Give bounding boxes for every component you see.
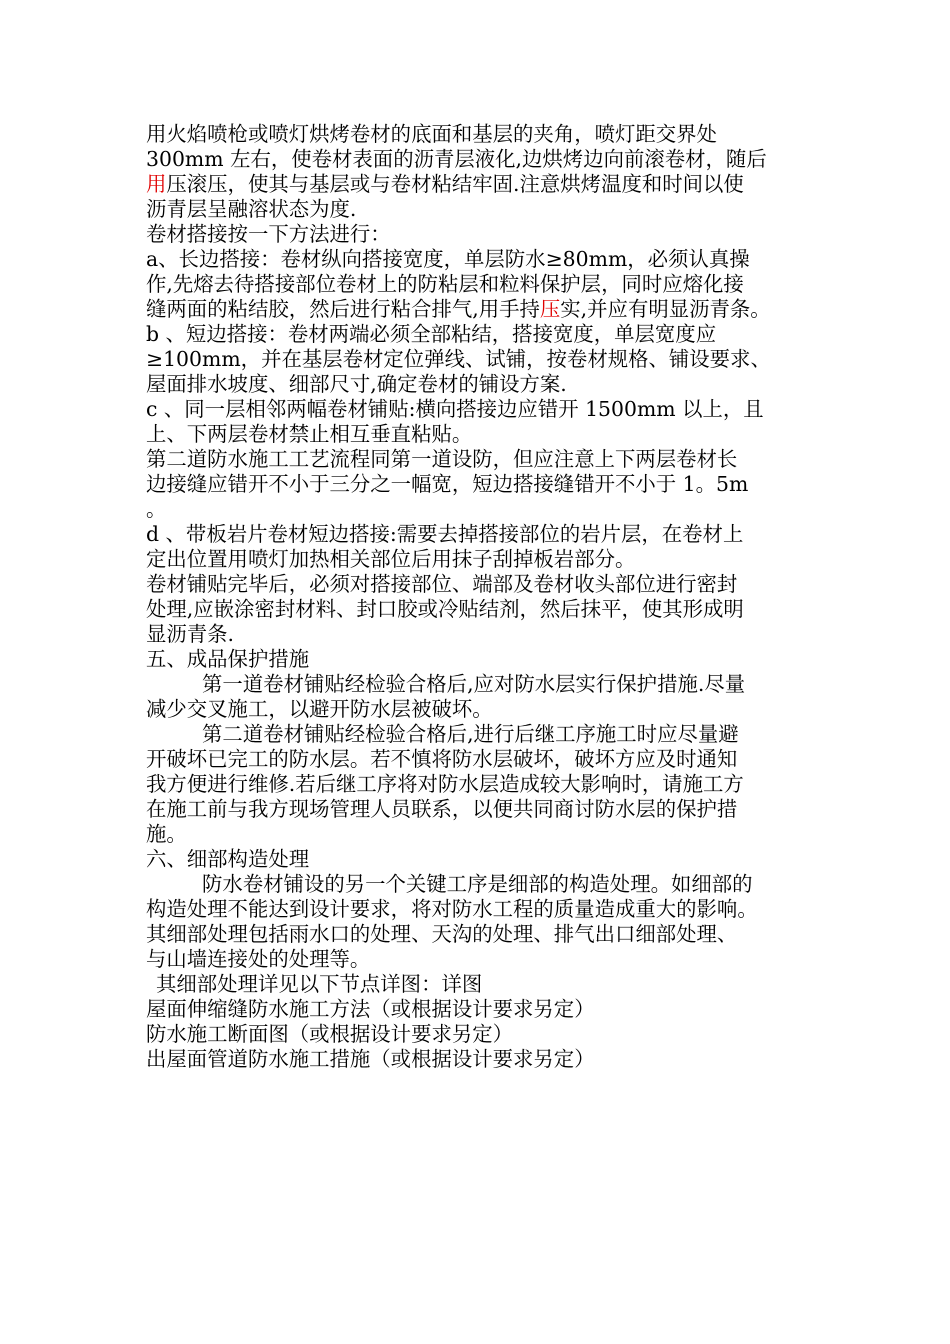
text-line: 卷材铺贴完毕后，必须对搭接部位、端部及卷材收头部位进行密封 [146,572,738,596]
text-line: 边接缝应错开不小于三分之一幅宽，短边搭接缝错开不小于 1。5m [146,472,749,496]
text-line: 在施工前与我方现场管理人员联系，以便共同商讨防水层的保护措 [146,797,738,821]
text-line: 减少交叉施工，以避开防水层被破坏。 [146,697,493,721]
text-line: 300mm 左右，使卷材表面的沥青层液化,边烘烤边向前滚卷材，随后 [146,147,767,171]
text-line: ≥100mm，并在基层卷材定位弹线、试铺，按卷材规格、铺设要求、 [146,347,771,371]
text-line: 用火焰喷枪或喷灯烘烤卷材的底面和基层的夹角，喷灯距交界处 [146,122,717,146]
text-line: 卷材搭接按一下方法进行： [146,222,391,246]
text-line: 作,先熔去待搭接部位卷材上的防粘层和粒料保护层，同时应熔化接 [146,272,744,296]
text-line: 第二道卷材铺贴经检验合格后,进行后继工序施工时应尽量避 [202,722,739,746]
text-line: 其细部处理包括雨水口的处理、天沟的处理、排气出口细部处理、 [146,922,738,946]
text-line: 其细部处理详见以下节点详图：详图 [156,972,483,996]
text-line: 沥青层呈融溶状态为度. [146,197,357,221]
text-line: 屋面排水坡度、细部尺寸,确定卷材的铺设方案. [146,372,567,396]
text-line: 构造处理不能达到设计要求，将对防水工程的质量造成重大的影响。 [146,897,758,921]
text-line: 屋面伸缩缝防水施工方法（或根据设计要求另定） [146,997,595,1021]
text-line: 我方便进行维修.若后继工序将对防水层造成较大影响时，请施工方 [146,772,744,796]
text-line: 第二道防水施工工艺流程同第一道设防，但应注意上下两层卷材长 [146,447,738,471]
text-segment: 实,并应有明显沥青条。 [560,297,771,321]
text-line: 防水卷材铺设的另一个关键工序是细部的构造处理。如细部的 [202,872,753,896]
text-line: d 、带板岩片卷材短边搭接:需要去掉搭接部位的岩片层，在卷材上 [146,522,744,546]
text-line: 出屋面管道防水施工措施（或根据设计要求另定） [146,1047,595,1071]
text-line: 处理,应嵌涂密封材料、封口胶或冷贴结剂，然后抹平，使其形成明 [146,597,744,621]
text-segment: 压滚压，使其与基层或与卷材粘结牢固.注意烘烤温度和时间以使 [166,172,744,196]
text-line: 第一道卷材铺贴经检验合格后,应对防水层实行保护措施.尽量 [202,672,746,696]
text-line: 与山墙连接处的处理等。 [146,947,371,971]
text-line: 。 [146,497,167,521]
text-line: a、长边搭接：卷材纵向搭接宽度，单层防水≥80mm，必须认真操 [146,247,750,271]
text-line: 开破坏已完工的防水层。若不慎将防水层破坏，破坏方应及时通知 [146,747,738,771]
text-line: 定出位置用喷灯加热相关部位后用抹子刮掉板岩部分。 [146,547,636,571]
text-line [146,297,818,322]
document-body [146,122,818,1072]
text-line: 防水施工断面图（或根据设计要求另定） [146,1022,514,1046]
text-segment: 缝两面的粘结胶，然后进行粘合排气,用手持 [146,297,540,321]
text-line: c 、同一层相邻两幅卷材铺贴:横向搭接边应错开 1500mm 以上，且 [146,397,764,421]
highlighted-char: 用 [146,172,167,196]
text-line: 施。 [146,822,187,846]
text-line: 上、下两层卷材禁止相互垂直粘贴。 [146,422,473,446]
highlighted-char: 压 [539,297,561,321]
text-line [146,172,818,197]
text-line: 五、成品保护措施 [146,647,310,671]
text-line: b 、短边搭接：卷材两端必须全部粘结，搭接宽度，单层宽度应 [146,322,717,346]
text-line: 显沥青条. [146,622,235,646]
text-line: 六、细部构造处理 [146,847,310,871]
